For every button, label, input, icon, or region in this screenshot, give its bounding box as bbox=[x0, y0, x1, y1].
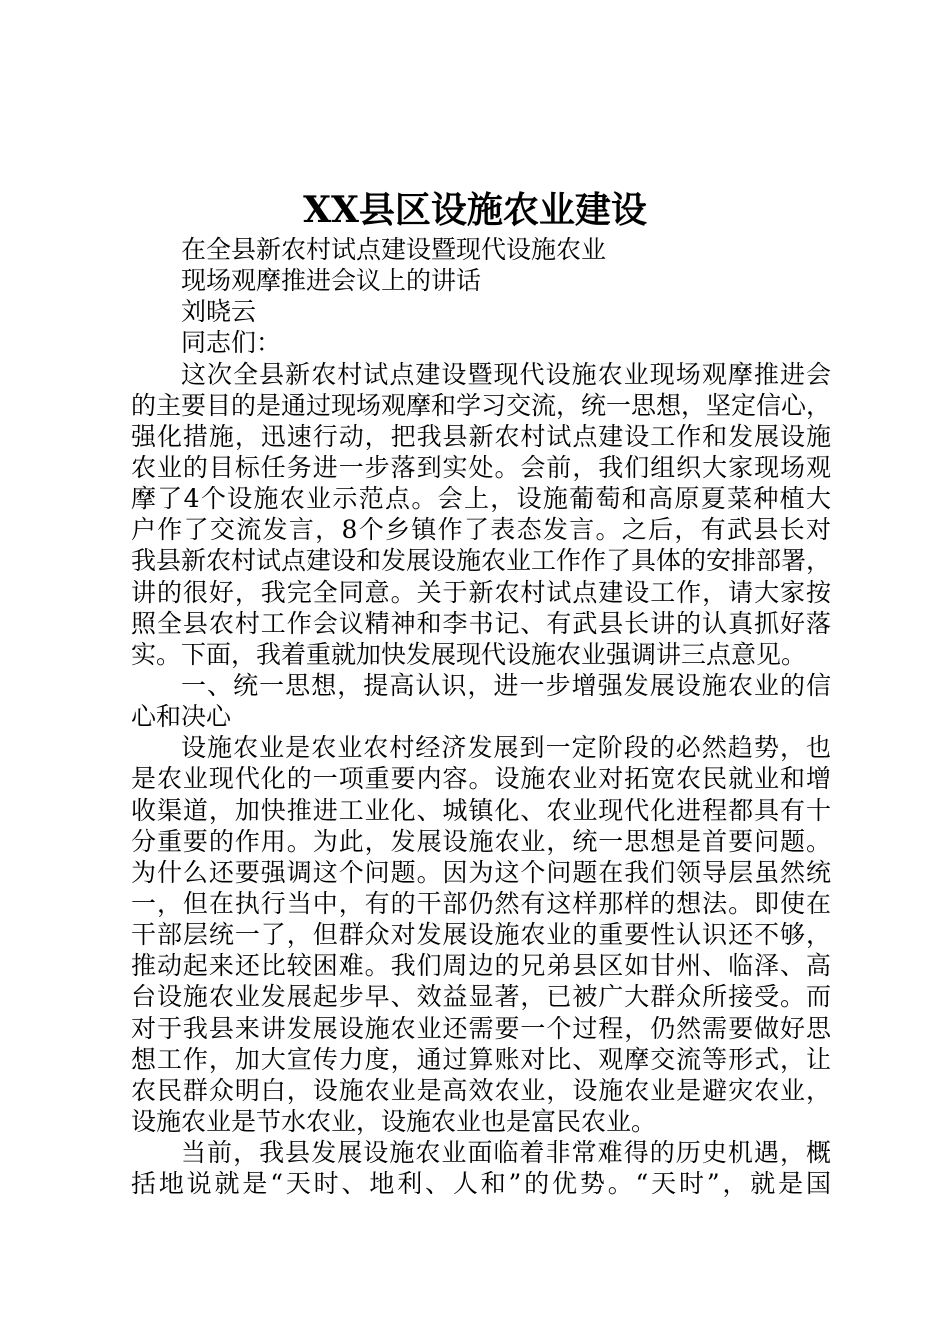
text-line: 强化措施，迅速行动，把我县新农村试点建设工作和发展设施 bbox=[131, 421, 831, 451]
text-line: 农民群众明白，设施农业是高效农业，设施农业是避灾农业， bbox=[131, 1075, 831, 1105]
text-line: 是农业现代化的一项重要内容。设施农业对拓宽农民就业和增 bbox=[131, 764, 831, 794]
text-line: 想工作，加大宣传力度，通过算账对比、观摩交流等形式，让 bbox=[131, 1044, 831, 1074]
text-line: 一，但在执行当中，有的干部仍然有这样那样的想法。即使在 bbox=[131, 888, 831, 918]
text-line: 推动起来还比较困难。我们周边的兄弟县区如甘州、临泽、高 bbox=[131, 951, 831, 981]
document-title: XX县区设施农业建设 bbox=[303, 189, 647, 231]
text-line: 我县新农村试点建设和发展设施农业工作作了具体的安排部署， bbox=[131, 546, 831, 576]
text-line: 括地说就是“天时、地利、人和”的优势。“天时”，就是国 bbox=[131, 1169, 831, 1199]
text-line: 干部层统一了，但群众对发展设施农业的重要性认识还不够， bbox=[131, 920, 831, 950]
text-line: 心和决心 bbox=[131, 702, 232, 732]
text-line: 分重要的作用。为此，发展设施农业，统一思想是首要问题。 bbox=[131, 826, 831, 856]
text-line: 现场观摩推进会议上的讲话 bbox=[181, 266, 482, 296]
text-line: 为什么还要强调这个问题。因为这个问题在我们领导层虽然统 bbox=[131, 857, 831, 887]
text-line: 户作了交流发言，8个乡镇作了表态发言。之后，有武县长对 bbox=[131, 515, 831, 545]
text-line: 一、统一思想，提高认识，进一步增强发展设施农业的信 bbox=[181, 670, 831, 700]
text-line: 刘晓云 bbox=[181, 297, 257, 327]
text-line: 这次全县新农村试点建设暨现代设施农业现场观摩推进会 bbox=[181, 359, 831, 389]
text-line: 对于我县来讲发展设施农业还需要一个过程，仍然需要做好思 bbox=[131, 1013, 831, 1043]
text-line: 讲的很好，我完全同意。关于新农村试点建设工作，请大家按 bbox=[131, 577, 831, 607]
text-line: 收渠道，加快推进工业化、城镇化、农业现代化进程都具有十 bbox=[131, 795, 831, 825]
text-line: 在全县新农村试点建设暨现代设施农业 bbox=[181, 235, 607, 264]
text-line: 设施农业是节水农业，设施农业也是富民农业。 bbox=[131, 1106, 657, 1136]
document-body bbox=[131, 234, 831, 1199]
text-line: 的主要目的是通过现场观摩和学习交流，统一思想，坚定信心， bbox=[131, 390, 831, 420]
text-line: 当前，我县发展设施农业面临着非常难得的历史机遇，概 bbox=[181, 1138, 831, 1168]
text-line: 摩了4个设施农业示范点。会上，设施葡萄和高原夏菜种植大 bbox=[131, 484, 831, 514]
text-line: 农业的目标任务进一步落到实处。会前，我们组织大家现场观 bbox=[131, 452, 831, 482]
text-line: 台设施农业发展起步早、效益显著，已被广大群众所接受。而 bbox=[131, 982, 831, 1012]
text-line: 同志们： bbox=[181, 328, 282, 358]
text-line: 照全县农村工作会议精神和李书记、有武县长讲的认真抓好落 bbox=[131, 608, 831, 638]
text-line: 实。下面，我着重就加快发展现代设施农业强调讲三点意见。 bbox=[131, 639, 807, 669]
text-line: 设施农业是农业农村经济发展到一定阶段的必然趋势，也 bbox=[181, 733, 831, 763]
